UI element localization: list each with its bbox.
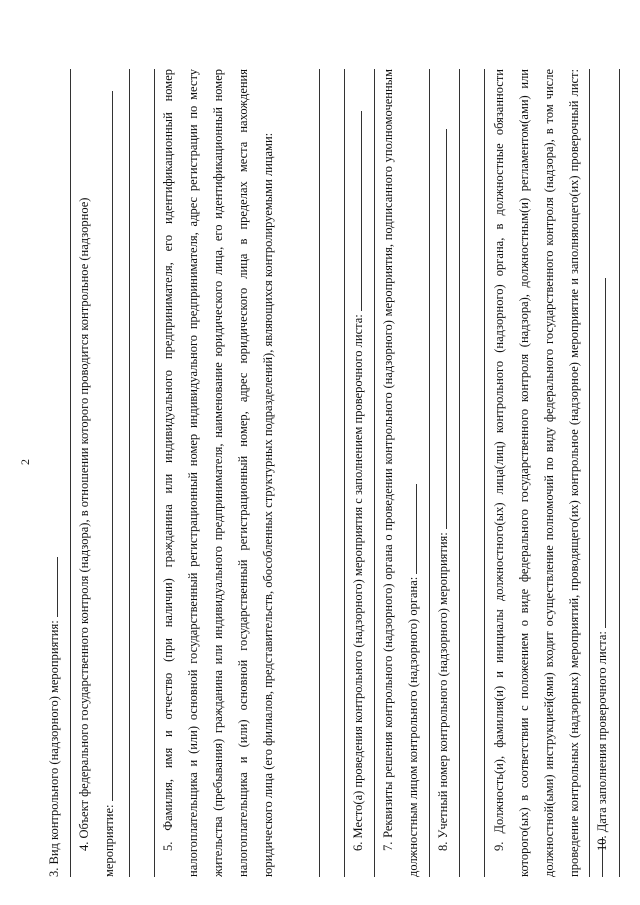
divider — [429, 69, 430, 877]
item-7 — [376, 69, 426, 877]
item-8-text: 8. Учетный номер контрольного (надзорного) мероприятия: — [436, 532, 450, 851]
item-3 — [42, 69, 67, 877]
page-number: 2 — [18, 459, 32, 465]
item-8 — [431, 69, 456, 877]
divider — [154, 69, 155, 877]
item-5-text: 5. Фамилия, имя и отчество (при наличии) гражданина или индивидуального предпринимателя, его идентификационный номер налогоплательщика и (или) основной государственный регистрационный номер индивидуального предпринимателя, адрес регистрации по месту жительства (пребывания) гражданина или индивидуального предпринимателя, наименование юридического лица, его идентификационный номер налогоплательщика и (или) основной государственный регистрационный номер, адрес юридического лица в пределах места нахождения юридического лица (его филиалов, представительств, обособленных структурных подразделений), являющихся контролируемыми лицами: — [161, 69, 275, 877]
divider — [619, 69, 620, 877]
item-7-text: 7. Реквизиты решения контрольного (надзорного) органа о проведении контрольного (надзорного) мероприятия, подписанного уполномоченным должностным лицом контрольного (надзорного) органа: — [381, 69, 420, 877]
divider — [344, 69, 345, 877]
divider — [459, 69, 460, 877]
item-5 — [156, 69, 281, 877]
divider — [319, 69, 320, 877]
fill-line[interactable] — [434, 129, 447, 529]
item-10 — [590, 69, 615, 877]
divider — [129, 69, 130, 877]
fill-line[interactable] — [593, 278, 606, 628]
fill-line[interactable] — [349, 111, 362, 311]
fill-line[interactable] — [100, 91, 113, 801]
divider — [374, 69, 375, 877]
fill-line[interactable] — [404, 484, 417, 574]
item-6-text: 6. Место(а) проведения контрольного (надзорного) мероприятия с заполнением проверочного листа: — [351, 314, 365, 851]
item-4-text-cont: мероприятие: — [102, 804, 116, 877]
item-10-text: 10. Дата заполнения проверочного листа: — [595, 631, 609, 851]
item-9-text: 9. Должность(и), фамилия(и) и инициалы должностного(ых) лица(лиц) контрольного (надзорного) органа, в должностные обязанности которого(ых) в соответствии с положением о виде федерального государственного контроля (надзора), должностным(и) регламентом(ами) или должностной(ыми) инструкцией(ями) входит осуществление полномочий по виду федерального государственного контроля (надзора), в том числе проведение контрольных (надзорных) мероприятий, проводящего(их) контрольное (надзорное) мероприятие и заполняющего(их) проверочный лист: — [492, 69, 581, 877]
item-4 — [72, 69, 122, 877]
item-6 — [346, 69, 371, 877]
item-4-text: 4. Объект федерального государственного контроля (надзора), в отношении которого проводится контрольное (надзорное) — [77, 197, 91, 851]
divider — [484, 69, 485, 877]
fill-line[interactable] — [45, 557, 58, 617]
item-3-text: 3. Вид контрольного (надзорного) мероприятия: — [47, 620, 61, 877]
divider — [70, 69, 71, 877]
